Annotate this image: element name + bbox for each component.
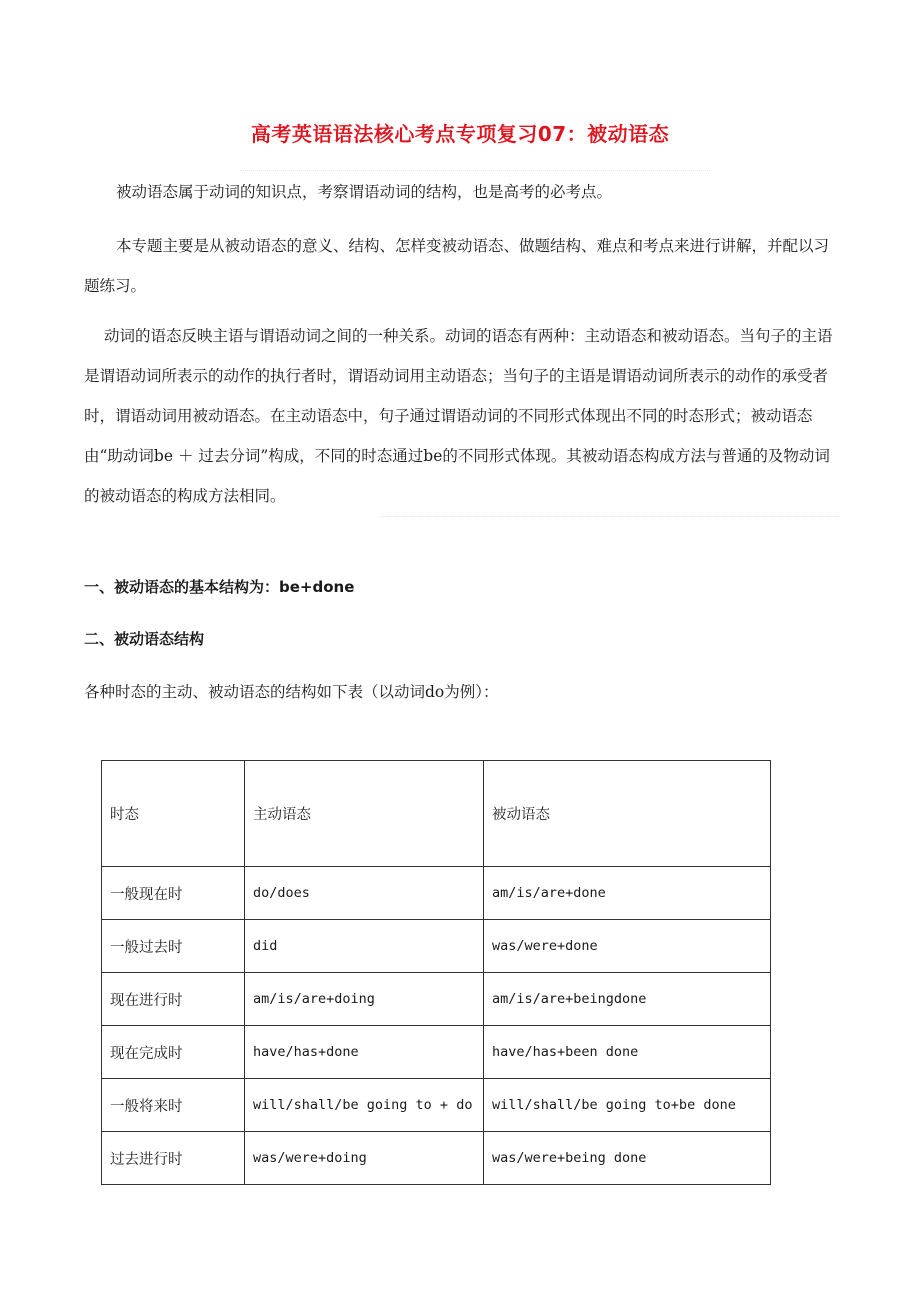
table-intro: 各种时态的主动、被动语态的结构如下表（以动词do为例）：: [84, 683, 499, 701]
active-cell: do/does: [245, 867, 484, 920]
passive-cell: was/were+done: [484, 920, 771, 973]
definition-paragraph: 动词的语态反映主语与谓语动词之间的一种关系。动词的语态有两种：主动语态和被动语态。当句子的主语是谓语动词所表示的动作的执行者时，谓语动词用主动语态；当句子的主语是谓语动词所表示的动作的承受者时，谓语动词用被动语态。在主动语态中，句子通过谓语动词的不同形式体现出不同的时态形式；被动语态由“助动词be ＋ 过去分词”构成，不同的时态通过be的不同形式体现。其被动语态构成方法与普通的及物动词的被动语态的构成方法相同。: [84, 327, 833, 505]
tense-cell: 一般现在时: [102, 867, 245, 920]
scope-paragraph: 本专题主要是从被动语态的意义、结构、怎样变被动语态、做题结构、难点和考点来进行讲解，并配以习题练习。: [84, 237, 830, 295]
tense-cell: 现在进行时: [102, 973, 245, 1026]
header-tense: 时态: [102, 761, 245, 867]
tense-cell: 过去进行时: [102, 1132, 245, 1185]
document-title: 高考英语语法核心考点专项复习07：被动语态: [250, 122, 670, 146]
tense-cell: 一般将来时: [102, 1079, 245, 1132]
table-row: [102, 1079, 771, 1132]
intro-paragraph: 被动语态属于动词的知识点，考察谓语动词的结构，也是高考的必考点。: [116, 183, 613, 201]
tense-cell: 现在完成时: [102, 1026, 245, 1079]
active-cell: was/were+doing: [245, 1132, 484, 1185]
section-heading-basic-structure: 一、被动语态的基本结构为：be+done: [84, 578, 355, 596]
table-row: [102, 1132, 771, 1185]
paragraph-divider: [380, 516, 840, 517]
table-row: [102, 973, 771, 1026]
passive-cell: will/shall/be going to+be done: [484, 1079, 771, 1132]
passive-cell: am/is/are+done: [484, 867, 771, 920]
header-active-voice: 主动语态: [245, 761, 484, 867]
active-cell: am/is/are+doing: [245, 973, 484, 1026]
passive-cell: have/has+been done: [484, 1026, 771, 1079]
table-header-row: [102, 761, 771, 867]
voice-structure-table: [101, 760, 771, 1185]
table-row: [102, 867, 771, 920]
tense-cell: 一般过去时: [102, 920, 245, 973]
passive-cell: was/were+being done: [484, 1132, 771, 1185]
active-cell: have/has+done: [245, 1026, 484, 1079]
active-cell: did: [245, 920, 484, 973]
passive-cell: am/is/are+beingdone: [484, 973, 771, 1026]
table-row: [102, 1026, 771, 1079]
section-heading-passive-structure: 二、被动语态结构: [84, 630, 205, 648]
active-cell: will/shall/be going to + do: [245, 1079, 484, 1132]
title-underline: [240, 170, 710, 171]
header-passive-voice: 被动语态: [484, 761, 771, 867]
table-row: [102, 920, 771, 973]
